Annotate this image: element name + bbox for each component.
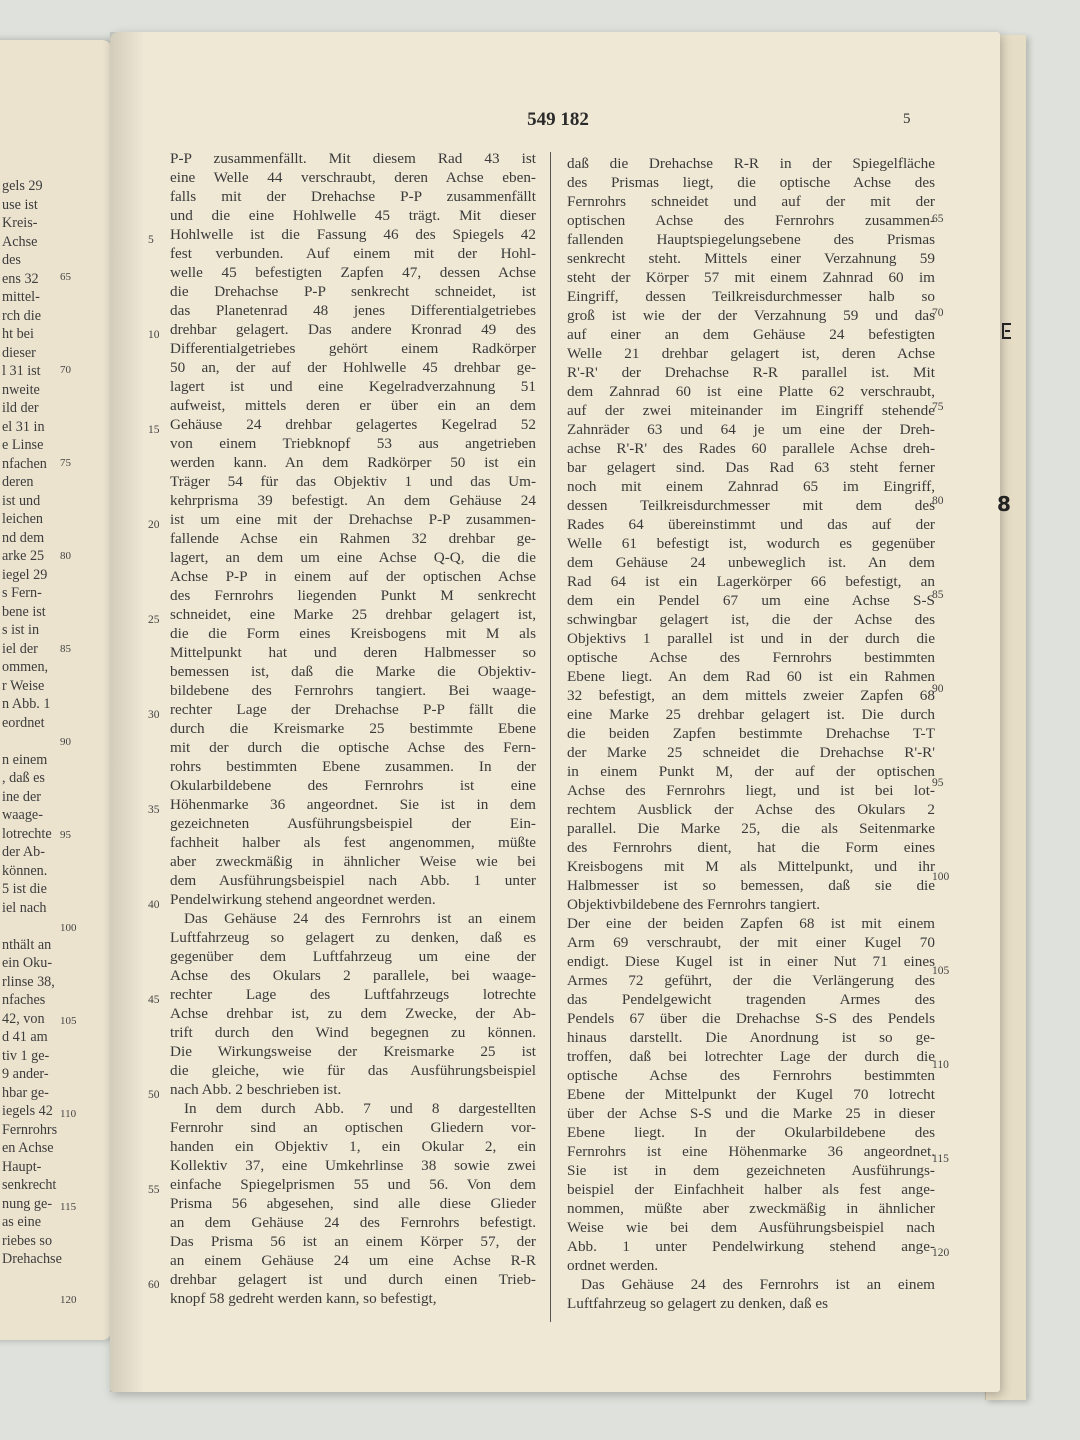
text-line: Ebene der Mittelpunkt der Kugel 70 lotrecht [567,1086,935,1103]
text-line: über der Achse S-S und die Marke 25 in dieser [567,1105,935,1122]
text-line: Hohlwelle ist die Fassung 46 des Spiegels 42 [170,226,536,243]
text-line: Fernrohrs schneidet und auf der mit der [567,193,935,210]
line-number: 100 [60,922,77,934]
text-line: Rad 64 ist ein Lagerkörper 66 befestigt, an [567,573,935,590]
line-number: 55 [148,1184,160,1196]
left-text-line: rch die [2,307,41,324]
text-line: lagert, an dem um eine Achse Q-Q, die die [170,549,536,566]
text-line: eine Welle 44 verschraubt, deren Achse eben- [170,169,536,186]
line-number: 70 [60,364,71,376]
text-line: Sie ist in dem gezeichneten Ausführungs- [567,1162,935,1179]
line-number: 90 [932,683,944,695]
left-text-line: iegels 42 [2,1103,53,1119]
page-number: 5 [903,111,911,127]
text-line: Kollektiv 37, eine Umkehrlinse 38 sowie zwei [170,1157,536,1174]
left-text-line: nd dem [2,529,45,546]
left-text-line: nweite [2,381,40,398]
left-text-line: arke 25 [2,548,45,564]
left-page-text [2,177,62,1269]
text-line: gegenüber dem Luftfahrzeug um eine der [170,948,536,965]
text-line: welle 45 befestigten Zapfen 47, dessen Achse [170,264,536,281]
left-text-line: iel nach [2,899,47,916]
left-text-line: iegel 29 [2,566,48,583]
text-line: Zahnräder 63 und 64 je um eine der Dreh- [567,421,935,438]
left-text-line: riebes so [2,1232,53,1249]
text-line: Arm 69 verschraubt, der mit einer Kugel 70 [567,934,935,951]
text-line: daß die Drehachse R-R in der Spiegelfläche [567,155,935,172]
left-text-line: r Weise [2,677,45,694]
text-line: eine Marke 25 drehbar gelagert ist. Die durch [567,706,935,723]
text-line: dessen Teilkreisdurchmesser mit dem des [567,497,935,514]
left-text-line: rlinse 38, [2,973,55,990]
left-text-line: eordnet [2,714,45,731]
line-number: 35 [148,804,160,816]
line-number: 80 [932,495,944,507]
text-line: aufweist, mittels deren er über ein an dem [170,397,536,414]
left-text-line: bene ist [2,603,46,620]
text-line: Welle 21 drehbar gelagert ist, deren Achse [567,345,935,362]
line-number: 85 [60,643,71,655]
left-text-line: use ist [2,196,38,213]
line-number: 50 [148,1089,160,1101]
left-text-line: 5 ist die [2,881,47,897]
line-number: 25 [148,614,160,626]
left-text-line: el 31 in [2,418,45,435]
text-line: in einem Punkt M, der auf der optischen [567,763,935,780]
line-number: 65 [932,213,944,225]
text-line: Halbmesser ist so bemessen, daß sie die [567,877,935,894]
text-line: Das Gehäuse 24 des Fernrohrs ist an einem [581,1276,935,1293]
line-number: 95 [60,829,71,841]
text-line: Höhenmarke 36 angeordnet. Sie ist in dem [170,796,536,813]
left-text-line: s Fern- [2,585,42,601]
text-line: rechtem Ausblick der Achse des Okulars 2 [567,801,935,818]
line-number: 20 [148,519,160,531]
left-text-line: mittel- [2,289,40,305]
line-number: 65 [60,271,71,283]
left-text-line: ens 32 [2,270,39,287]
text-line: schwingbar gelagert ist, die der Achse des [567,611,935,628]
text-line: Achse des Okulars 2 parallele, bei waage- [170,967,536,984]
text-line: an dem Gehäuse 24 des Fernrohrs befestigt. [170,1214,536,1231]
left-text-line: gels 29 [2,178,43,194]
left-text-line: ild der [2,400,39,416]
left-text-line: e Linse [2,437,44,453]
text-line: einfache Spiegelprismen 55 und 56. Von dem [170,1176,536,1193]
left-text-line: s ist in [2,622,40,638]
text-line: Pendelwirkung stehend angeordnet werden. [170,891,436,908]
left-text-line: ht bei [2,326,34,342]
line-number: 100 [932,871,950,883]
text-column-right [567,154,935,1313]
text-line: auf der zwei miteinander im Eingriff stehende [567,402,935,419]
left-text-line: ine der [2,788,41,805]
edge-mark-e [1002,323,1011,339]
text-line: die die Form eines Kreisbogens mit M als [170,625,536,642]
text-line: des Fernrohrs dient, hat die Form eines [567,839,935,856]
left-text-line: Haupt- [2,1158,42,1175]
text-line: handen ein Objektiv 1, ein Okular 2, ein [170,1138,536,1155]
left-text-line: iel der [2,640,38,657]
text-line: gezeichneten Ausführungsbeispiel der Ein- [170,815,536,832]
text-line: die gleiche, wie für das Ausführungsbeispiel [170,1062,536,1079]
text-line: aber zweckmäßig in ähnlicher Weise wie bei [170,853,536,870]
text-line: noch mit einem Zahnrad 65 im Eingriff, [567,478,935,495]
left-text-line: Kreis- [2,215,38,231]
line-number: 120 [60,1294,77,1306]
text-line: der Marke 25 schneidet die Drehachse R'-R' [567,744,935,761]
left-text-line: n Abb. 1 [2,696,51,712]
text-line: Die Wirkungsweise der Kreismarke 25 ist [170,1043,536,1060]
text-column-left [170,149,536,1308]
text-line: und die eine Hohlwelle 45 trägt. Mit dieser [170,207,536,224]
text-line: die Drehachse P-P senkrecht schneidet, ist [170,283,536,300]
left-text-line: d 41 am [2,1029,48,1045]
text-line: Ebene liegt. In der Okularbildebene des [567,1124,935,1141]
text-line: drehbar gelagert ist und durch einen Trieb- [170,1271,536,1288]
left-text-line: der Ab- [2,844,45,860]
text-line: fallenden Hauptspiegelungsebene des Prismas [567,231,935,248]
text-line: steht der Körper 57 mit einem Zahnrad 60 im [567,269,935,286]
left-text-line: as eine [2,1214,41,1230]
line-number: 80 [60,550,71,562]
text-line: Das Prisma 56 ist an einem Körper 57, der [170,1233,536,1250]
text-line: auf einer an dem Gehäuse 24 befestigten [567,326,935,343]
left-text-line: nthält an [2,936,52,953]
text-line: rechter Lage des Luftfahrzeugs lotrechte [170,986,536,1003]
text-line: Differentialgetriebes gehört einem Radkörper [170,340,536,357]
text-line: bar gelagert sind. Das Rad 63 steht ferner [567,459,935,476]
left-text-line: tiv 1 ge- [2,1047,50,1064]
left-text-line: ist und [2,492,41,509]
text-line: optische Achse des Fernrohrs bestimmten [567,1067,935,1084]
line-number: 115 [60,1201,77,1213]
text-line: Luftfahrzeug so gelagert zu denken, daß es [567,1295,829,1312]
left-text-line: können. [2,862,48,879]
left-text-line: dieser [2,344,36,361]
text-line: Träger 54 für das Objektiv 1 und das Um- [170,473,536,490]
text-line: falls mit der Drehachse P-P zusammenfällt [170,188,536,205]
left-text-line [2,917,62,936]
column-divider [550,152,551,1322]
left-text-line: Fernrohrs [2,1121,58,1138]
text-line: Armes 72 geführt, der die Verlängerung des [567,972,935,989]
left-text-line: Achse [2,233,38,250]
text-line: hinaus darstellt. Die Anordnung ist so ge- [567,1029,935,1046]
text-line: Achse P-P in einem auf der optischen Achse [170,568,536,585]
text-line: Rades 64 übereinstimmt und das auf der [567,516,935,533]
left-text-line: deren [2,474,34,490]
left-text-line: nung ge- [2,1195,53,1212]
text-line: In dem durch Abb. 7 und 8 dargestellten [184,1100,536,1117]
text-line: bildebene des Fernrohrs tangiert. Bei waage- [170,682,536,699]
line-number: 85 [932,589,944,601]
left-text-line: nfaches [2,992,46,1008]
edge-mark-b: 8 [997,492,1011,516]
left-text-line: 9 ander- [2,1066,49,1082]
text-line: Weise wie bei dem Ausführungsbeispiel nach [567,1219,935,1236]
text-line: ordnet werden. [567,1257,659,1274]
text-line: mit der durch die optische Achse des Fern- [170,739,536,756]
left-text-line: ein Oku- [2,955,53,971]
left-text-line: waage- [2,807,43,823]
text-line: dem ein Pendel 67 um eine Achse S-S [567,592,935,609]
line-number: 70 [932,307,944,319]
text-line: P-P zusammenfällt. Mit diesem Rad 43 ist [170,150,536,167]
text-line: dem Gehäuse 24 unbeweglich ist. An dem [567,554,935,571]
line-number: 5 [148,234,154,246]
left-text-line: lotrechte [2,825,52,842]
left-facing-page [0,40,112,1340]
text-line: Achse drehbar ist, zu dem Zwecke, der Ab- [170,1005,536,1022]
patent-number: 549 182 [527,109,589,130]
text-line: bemessen ist, daß die Marke die Objektiv- [170,663,536,680]
text-line: lagert ist und eine Kegelradverzahnung 51 [170,378,536,395]
left-text-line: , daß es [2,770,45,786]
text-line: des Fernrohrs liegenden Punkt M senkrecht [170,587,536,604]
text-line: fest verbunden. Auf einem mit der Hohl- [170,245,536,262]
text-line: Mittelpunkt hat und deren Halbmesser so [170,644,536,661]
line-number: 110 [60,1108,77,1120]
text-line: nach Abb. 2 beschrieben ist. [170,1081,342,1098]
text-line: trift durch den Wind begegnen zu können. [170,1024,536,1041]
line-number: 90 [60,736,71,748]
text-line: endigt. Diese Kugel ist in einer Nut 71 eines [567,953,935,970]
left-text-line: Drehachse [2,1251,62,1267]
text-line: Prisma 56 abgesehen, sind alle diese Glieder [170,1195,536,1212]
line-number: 10 [148,329,160,341]
left-text-line: des [2,252,21,268]
text-line: Gehäuse 24 drehbar gelagertes Kegelrad 52 [170,416,536,433]
text-line: werden kann. An dem Radkörper 50 ist ein [170,454,536,471]
gutter-shadow [110,32,145,1392]
line-number: 75 [60,457,71,469]
text-line: optische Achse des Fernrohrs bestimmten [567,649,935,666]
left-text-line: l 31 ist [2,363,41,379]
text-line: Das Gehäuse 24 des Fernrohrs ist an einem [184,910,536,927]
text-line: 32 befestigt, an dem mittels zweier Zapfen 68 [567,687,935,704]
text-line: parallel. Die Marke 25, die als Seitenmarke [567,820,935,837]
line-number: 115 [932,1153,949,1165]
text-line: Abb. 1 unter Pendelwirkung stehend ange- [567,1238,935,1255]
text-line: Ebene liegt. An dem Rad 60 ist ein Rahmen [567,668,935,685]
text-line: ist um eine mit der Drehachse P-P zusammen- [170,511,536,528]
left-text-line [2,732,62,751]
text-line: dem Ausführungsbeispiel nach Abb. 1 unter [170,872,536,889]
document-page [110,32,1000,1392]
text-line: senkrecht steht. Mittels einer Verzahnung 59 [567,250,935,267]
text-line: rohrs bestimmten Ebene zusammen. In der [170,758,536,775]
text-line: das Pendelgewicht tragenden Armes des [567,991,935,1008]
text-line: Objektivbildebene des Fernrohrs tangiert. [567,896,821,913]
left-text-line: hbar ge- [2,1084,49,1101]
line-number: 30 [148,709,160,721]
text-line: Welle 61 befestigt ist, wodurch es gegenüber [567,535,935,552]
text-line: troffen, daß bei lotrechter Lage der durch die [567,1048,935,1065]
text-line: Fernrohrs ist eine Höhenmarke 36 angeordnet. [567,1143,935,1160]
text-line: das Planetenrad 48 jenes Differentialgetriebes [170,302,536,319]
text-line: Eingriff, dessen Teilkreisdurchmesser halb so [567,288,935,305]
text-line: Pendels 67 über die Drehachse S-S des Pendels [567,1010,935,1027]
line-number: 15 [148,424,160,436]
line-number: 120 [932,1247,950,1259]
left-text-line: senkrecht [2,1177,57,1193]
left-text-line: ommen, [2,659,49,675]
left-text-line: n einem [2,751,48,768]
text-line: 50 an, der auf der Hohlwelle 45 drehbar ge- [170,359,536,376]
text-line: drehbar gelagert. Das andere Kronrad 49 des [170,321,536,338]
line-number: 40 [148,899,160,911]
text-line: Objektivs 1 parallel ist und in der durch die [567,630,935,647]
text-line: Luftfahrzeug so gelagert zu denken, daß es [170,929,536,946]
text-line: dem Zahnrad 60 ist eine Platte 62 verschraubt, [567,383,935,400]
text-line: Achse des Fernrohrs liegt, und ist bei lot- [567,782,935,799]
line-number: 105 [60,1015,77,1027]
text-line: kehrprisma 39 befestigt. An dem Gehäuse 24 [170,492,536,509]
left-text-line: leichen [2,511,43,527]
text-line: achse R'-R' des Rades 60 parallele Achse dreh- [567,440,935,457]
text-line: durch die Kreismarke 25 bestimmte Ebene [170,720,536,737]
text-line: die beiden Zapfen bestimmte Drehachse T-T [567,725,935,742]
line-number: 105 [932,965,950,977]
text-line: optischen Achse des Fernrohrs zusammen- [567,212,935,229]
text-line: fachheit halber als fest angenommen, müßte [170,834,536,851]
text-line: Okularbildebene des Fernrohrs ist eine [170,777,536,794]
line-number: 75 [932,401,944,413]
left-text-line: 42, von [2,1010,45,1027]
text-line: Der eine der beiden Zapfen 68 ist mit einem [567,915,935,932]
text-line: beispiel der Einfachheit halber als fest ange- [567,1181,935,1198]
left-text-line: nfachen [2,455,47,472]
line-number: 60 [148,1279,160,1291]
line-number: 45 [148,994,160,1006]
text-line: R'-R' der Drehachse R-R parallel ist. Mit [567,364,935,381]
line-number: 110 [932,1059,949,1071]
text-line: nommen, müßte aber zweckmäßig in ähnlicher [567,1200,935,1217]
text-line: Kreisbogens mit M als Mittelpunkt, und ihr [567,858,935,875]
text-line: fallende Achse ein Rahmen 32 drehbar ge- [170,530,536,547]
text-line: Fernrohr sind an optischen Gliedern vor- [170,1119,536,1136]
text-line: schneidet, eine Marke 25 drehbar gelagert ist, [170,606,536,623]
left-text-line: en Achse [2,1140,54,1156]
line-number: 95 [932,777,944,789]
text-line: des Prismas liegt, die optische Achse des [567,174,935,191]
text-line: rechter Lage der Drehachse P-P fällt die [170,701,536,718]
text-line: knopf 58 gedreht werden kann, so befestigt, [170,1290,437,1307]
text-line: an einem Gehäuse 24 um eine Achse R-R [170,1252,536,1269]
text-line: groß ist wie der der Verzahnung 59 und das [567,307,935,324]
text-line: von einem Triebknopf 53 aus angetrieben [170,435,536,452]
